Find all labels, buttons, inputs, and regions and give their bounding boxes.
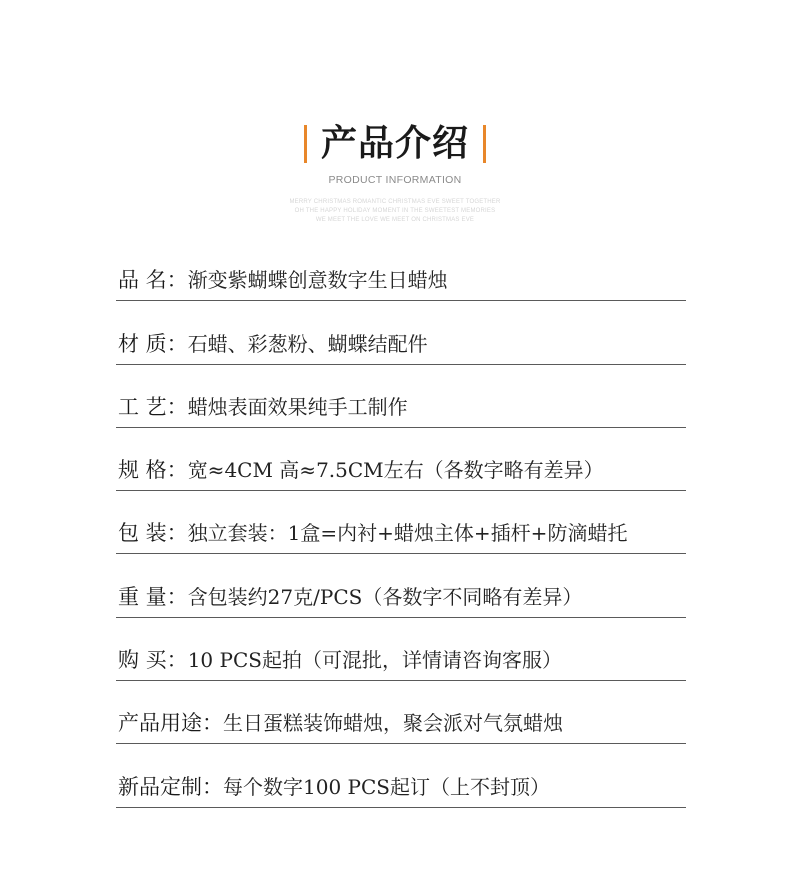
decorative-text-line: WE MEET THE LOVE WE MEET ON CHRISTMAS EVE	[315, 217, 475, 223]
title-row	[0, 118, 790, 170]
section-header	[0, 118, 790, 225]
decorative-text-line: OH THE HAPPY HOLIDAY MOMENT IN THE SWEETEST MEMORIES	[294, 208, 496, 214]
spec-label: 包 装：	[118, 521, 188, 546]
title-left-bar	[304, 125, 307, 163]
spec-value: 蜡烛表面效果纯手工制作	[187, 394, 408, 419]
spec-label: 规 格：	[118, 458, 188, 483]
page-title: 产品介绍	[320, 123, 469, 164]
spec-label: 重 量：	[118, 584, 188, 609]
spec-value: 每个数字100 PCS起订（上不封顶）	[223, 774, 550, 799]
spec-value: 含包装约27克/PCS（各数字不同略有差异）	[187, 584, 583, 609]
spec-value: 生日蛋糕装饰蜡烛，聚会派对气氛蜡烛	[223, 711, 563, 736]
spec-value: 宽≈4CM 高≈7.5CM左右（各数字略有差异）	[187, 458, 604, 483]
spec-value: 独立套装：1盒=内衬+蜡烛主体+插杆+防滴蜡托	[187, 521, 628, 546]
spec-value: 10 PCS起拍（可混批，详情请咨询客服）	[187, 648, 562, 673]
page-subtitle: PRODUCT INFORMATION	[328, 174, 462, 186]
spec-row-name	[116, 238, 686, 301]
spec-row-weight	[116, 554, 686, 617]
spec-row-craft	[116, 365, 686, 428]
decorative-text-line: MERRY CHRISTMAS ROMANTIC CHRISTMAS EVE SWEET TOGETHER	[289, 199, 501, 205]
title-right-bar	[483, 125, 486, 163]
spec-row-usage	[116, 681, 686, 744]
spec-row-custom	[116, 744, 686, 807]
decorative-text-block	[0, 198, 790, 225]
spec-label: 材 质：	[118, 331, 188, 356]
spec-label: 购 买：	[118, 648, 188, 673]
product-spec-list	[116, 238, 686, 808]
spec-value: 渐变紫蝴蝶创意数字生日蜡烛	[187, 268, 448, 293]
spec-row-size	[116, 428, 686, 491]
spec-label: 品 名：	[118, 268, 188, 293]
spec-value: 石蜡、彩葱粉、蝴蝶结配件	[187, 331, 428, 356]
spec-label: 产品用途：	[118, 711, 223, 736]
spec-label: 工 艺：	[118, 394, 188, 419]
spec-row-packaging	[116, 491, 686, 554]
spec-row-purchase	[116, 618, 686, 681]
spec-row-material	[116, 301, 686, 364]
spec-label: 新品定制：	[118, 774, 223, 799]
